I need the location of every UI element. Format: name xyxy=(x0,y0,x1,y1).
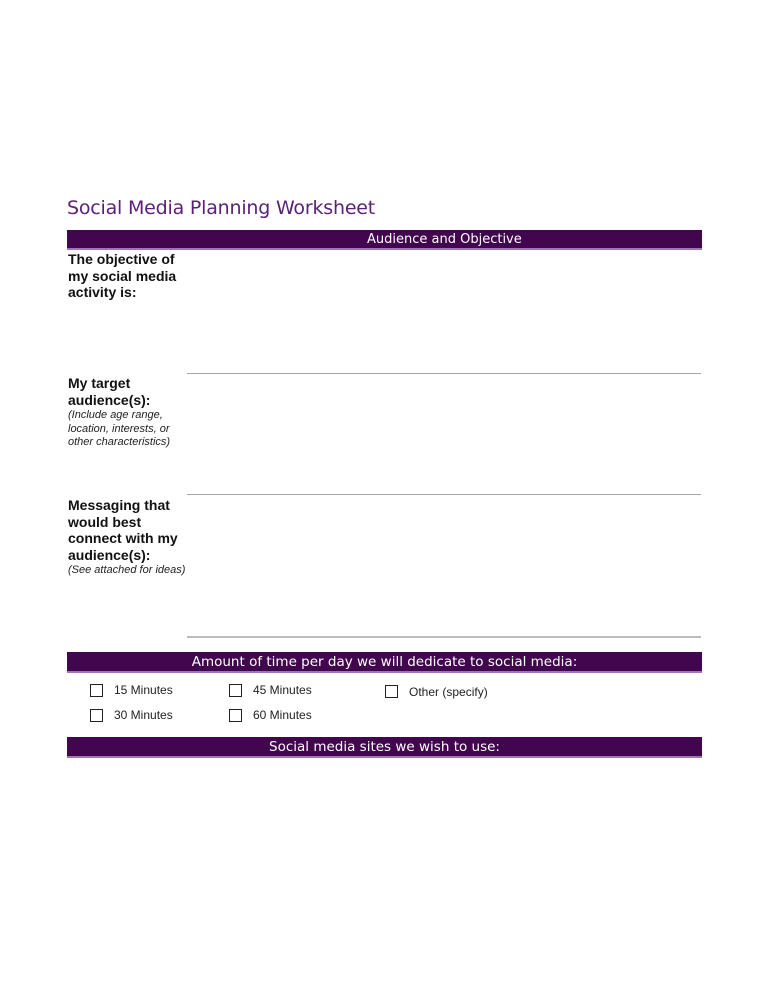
section-header-text: Social media sites we wish to use: xyxy=(269,739,500,755)
section-header-audience-objective xyxy=(67,230,702,250)
section-header-text: Amount of time per day we will dedicate to social media: xyxy=(191,654,578,670)
target-audience-label xyxy=(68,375,193,450)
objective-answer-field[interactable] xyxy=(187,250,701,374)
objective-label-text: The objective of my social media activity is: xyxy=(68,251,177,300)
option-60-minutes[interactable] xyxy=(229,708,312,722)
option-30-minutes[interactable] xyxy=(90,708,173,722)
section-header-time-per-day xyxy=(67,652,702,673)
checkbox-other-specify[interactable] xyxy=(385,685,398,698)
option-label: 45 Minutes xyxy=(253,683,312,697)
section-header-text: Audience and Objective xyxy=(367,232,522,247)
option-label: 60 Minutes xyxy=(253,708,312,722)
target-audience-label-text: My target audience(s): xyxy=(68,375,151,408)
option-label: 15 Minutes xyxy=(114,683,173,697)
worksheet-title: Social Media Planning Worksheet xyxy=(67,197,376,219)
section-header-social-media-sites xyxy=(67,737,702,758)
objective-label xyxy=(68,251,193,301)
checkbox-30-minutes[interactable] xyxy=(90,709,103,722)
messaging-label-text: Messaging that would best connect with my audience(s): xyxy=(68,497,178,563)
option-45-minutes[interactable] xyxy=(229,683,312,697)
target-audience-answer-field[interactable] xyxy=(187,375,701,495)
messaging-label xyxy=(68,497,193,578)
option-15-minutes[interactable] xyxy=(90,683,173,697)
messaging-hint: (See attached for ideas) xyxy=(68,564,186,576)
option-label: 30 Minutes xyxy=(114,708,173,722)
checkbox-60-minutes[interactable] xyxy=(229,709,242,722)
option-label: Other (specify) xyxy=(409,685,488,699)
checkbox-45-minutes[interactable] xyxy=(229,684,242,697)
option-other-specify[interactable] xyxy=(385,683,488,699)
target-audience-hint: (Include age range, location, interests, or other characteristics) xyxy=(68,409,171,448)
checkbox-15-minutes[interactable] xyxy=(90,684,103,697)
messaging-answer-field[interactable] xyxy=(187,497,701,638)
